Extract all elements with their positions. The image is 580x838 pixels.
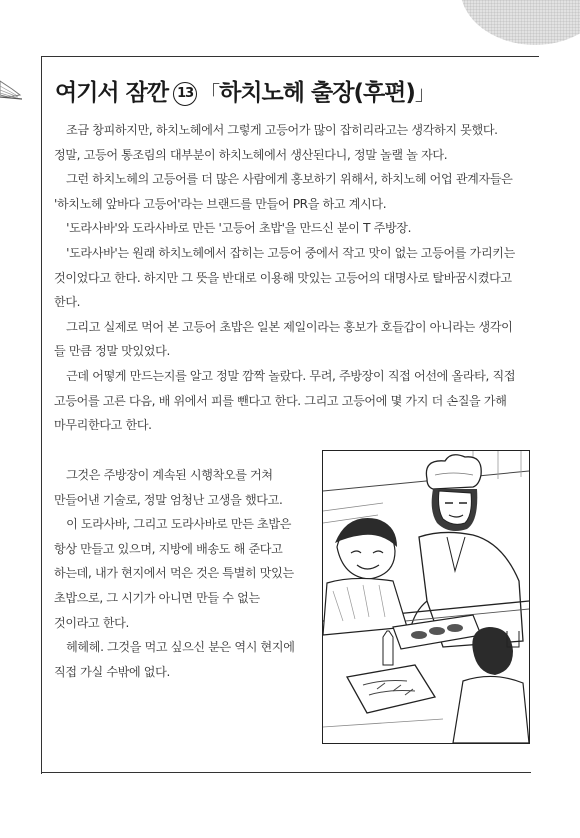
- section-bottom-rule: [41, 772, 531, 773]
- page-fold-icon: [0, 77, 22, 103]
- article-body-beside-illustration: [54, 463, 302, 684]
- paragraph: 헤헤헤. 그것을 먹고 싶으신 분은 역시 현지에 직접 가실 수밖에 없다.: [54, 640, 295, 679]
- paragraph: 그리고 실제로 먹어 본 고등어 초밥은 일본 제일이라는 홍보가 호들갑이 아니라는 생각이 들 만큼 정말 맛있었다.: [54, 319, 513, 359]
- sushi-chef-illustration: [322, 450, 530, 744]
- title-prefix: 여기서 잠깐: [55, 80, 169, 106]
- title-close-bracket: 」: [414, 81, 434, 105]
- title-main: 하치노헤 출장: [219, 80, 354, 106]
- title-open-bracket: 「: [200, 81, 220, 105]
- title-suffix: (후편): [353, 80, 415, 106]
- paragraph: 그것은 주방장이 계속된 시행착오를 거쳐 만들어낸 기술로, 정말 엄청난 고생을 했다고.: [54, 468, 283, 507]
- paragraph: 조금 창피하지만, 하치노헤에서 그렇게 고등어가 많이 잡히리라고는 생각하지 못했다. 정말, 고등어 통조림의 대부분이 하치노헤에서 생산된다니, 정말 놀랠 놀 자다.: [54, 123, 498, 162]
- paragraph: '도라사바'와 도라사바로 만든 '고등어 초밥'을 만드신 분이 T 주방장.: [66, 221, 412, 236]
- article-body-full-width: [54, 118, 527, 438]
- corner-tab-decoration: [460, 0, 580, 45]
- illustration-drawing: [323, 451, 529, 743]
- section-title: [55, 74, 525, 107]
- paragraph: 그런 하치노헤의 고등어를 더 많은 사람에게 홍보하기 위해서, 하치노헤 어업 관계자들은 '하치노헤 앞바다 고등어'라는 브랜드를 만들어 PR을 하고 계시다.: [54, 172, 513, 211]
- paragraph: 이 도라사바, 그리고 도라사바로 만든 초밥은 항상 만들고 있으며, 지방에 배송도 해 준다고 하는데, 내가 현지에서 먹은 것은 특별히 맛있는 초밥으로, 그 시기가 아니면 만들 수 없는 것이라고 한다.: [54, 517, 294, 630]
- paragraph: 근데 어떻게 만드는지를 알고 정말 깜짝 놀랐다. 무려, 주방장이 직접 어선에 올라타, 직접 고등어를 고른 다음, 배 위에서 피를 뺀다고 한다. 그리고 고등어에 몇 가지 더 손질을 가해 마무리한다고 한다.: [54, 368, 516, 433]
- title-number-badge: 13: [173, 82, 197, 106]
- paragraph: '도라사바'는 원래 하치노헤에서 잡히는 고등어 중에서 작고 맛이 없는 고등어를 가리키는 것이었다고 한다. 하지만 그 뜻을 반대로 이용해 맛있는 고등어의 대명사로 탈바꿈시켰다고 한다.: [54, 245, 515, 310]
